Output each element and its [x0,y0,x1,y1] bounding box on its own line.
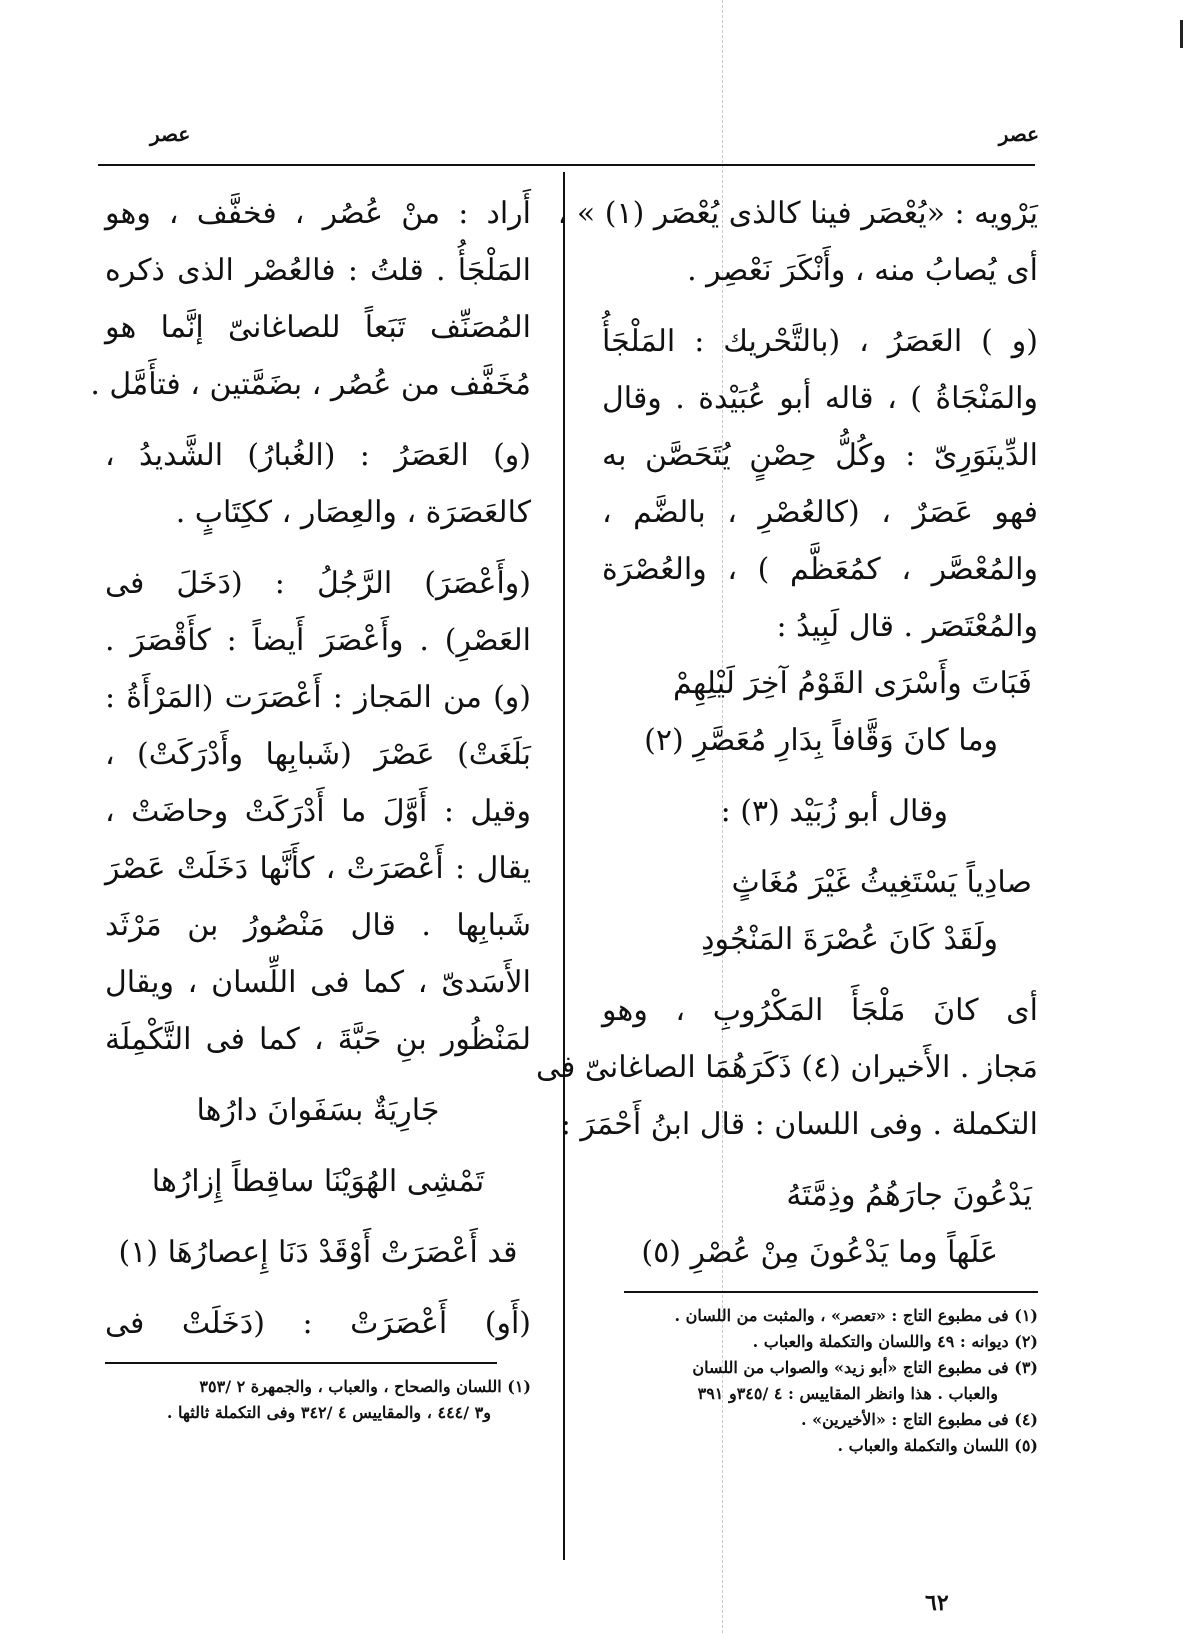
text-line: المُصَنِّف تَبَعاً للصاغانىّ إنَّما هو [105,310,531,345]
verse-line: عَلَهاً وما يَدْعُونَ مِنْ عُصْرِ (٥) [641,1235,998,1270]
footnote: (٤) فى مطبوع التاج : «الأخيرين» . [800,1410,1038,1429]
text-line: المَلْجَأُ . قلتُ : فالعُصْر الذى ذكره [105,253,531,288]
text-line: يَرْويه : «يُعْصَر فينا كالذى يُعْصَر (١) » ، [557,196,1038,231]
footnote: والعباب . هذا وانظر المقاييس : ٤ /٣٤٥و ٣٩١ [697,1384,998,1403]
header-rule [98,164,1035,166]
running-head-left: عصر [150,122,191,146]
text-line: فهو عَصَرٌ ، (كالعُصْرِ ، بالضَّم ، [602,495,1038,530]
text-line: (و) من المَجاز : أَعْصَرَت (المَرْأَةُ : [105,680,531,715]
right-column [536,185,1038,1459]
text-line: والمَنْجَاةُ ) ، قاله أبو عُبَيْدة . وقال [602,381,1038,416]
verse-line: وما كانَ وَقَّافاً بِدَارِ مُعَصَّرِ (٢) [644,723,998,758]
text-line: كالعَصَرَة ، والعِصَار ، ككِتَابٍ . [175,495,531,530]
text-line: (و) العَصَرُ : (الغُبارُ) الشَّديدُ ، [105,438,531,473]
text-line: الدِّينَوَرِىّ : وكُلُّ حِصْنٍ يُتَحَصَّن به [602,438,1038,473]
footnote: و٣ /٤٤٤ ، والمقاييس ٤ /٣٤٢ وفى التكملة ثالثها . [166,1403,491,1422]
text-line: العَصْرِ) . وأَعْصَرَ أَيضاً : كأَقْصَرَ . [105,623,531,658]
text-line: أَراد : منْ عُصُر ، فخفَّف ، وهو [105,196,531,231]
text-line: التكملة . وفى اللسان : قال ابنُ أَحْمَرَ : [560,1107,1038,1142]
footnote: (١) فى مطبوع التاج : «تعصر» ، والمثبت من اللسان . [674,1306,1038,1325]
footnote-rule [624,1291,1038,1293]
footnote: (١) اللسان والصحاح ، والعباب ، والجمهرة ٢ /٣٥٣ [199,1377,531,1396]
verse-line: يَدْعُونَ جارَهُمُ وذِمَّتَهُ [786,1178,1032,1213]
text-line: أى كانَ مَلْجَأَ المَكْرُوبِ ، وهو [602,993,1038,1028]
verse-line: ولَقَدْ كَانَ عُصْرَةَ المَنْجُودِ [701,922,998,957]
running-head-right: عصر [998,122,1039,146]
text-line: وقيل : أَوَّلَ ما أَدْرَكَتْ وحاضَتْ ، [105,794,531,829]
verse-line: قد أَعْصَرَتْ أَوْقَدْ دَنَا إِعصارُهَا (١) [118,1235,518,1270]
column-divider [563,172,565,1560]
footnote: (٣) فى مطبوع التاج «أبو زيد» والصواب من اللسان [692,1358,1038,1377]
page-number: ٦٢ [925,1590,949,1616]
footnote: (٢) ديوانه : ٤٩ واللسان والتكملة والعباب . [752,1332,1038,1351]
footnote: (٥) اللسان والتكملة والعباب . [837,1436,1038,1455]
verse-line: تَمْشِى الهُوَيْنَا ساقِطاً إِزارُها [151,1164,485,1199]
text-line: والمُعْصَّر ، كمُعَظَّم ) ، والعُصْرَة [602,552,1038,587]
verse-line: جَارِيَةٌ بسَفَوانَ دارُها [196,1093,440,1128]
verse-line: فَبَاتَ وأَسْرَى القَوْمُ آخِرَ لَيْلِهِمْ [673,666,1032,701]
scan-edge-mark [1180,20,1183,48]
text-line: مَجاز . الأَخيران (٤) ذَكَرَهُمَا الصاغانىّ فى [536,1050,1038,1085]
text-line: (و ) العَصَرُ ، (بالتَّحْريك : المَلْجَأُ [602,324,1038,359]
text-line: يقال : أَعْصَرَتْ ، كأَنَّها دَخَلَتْ عَصْرَ [105,851,531,886]
footnote-rule [105,1362,497,1364]
verse-line: صادِياً يَسْتَغِيثُ غَيْرَ مُغَاثٍ [731,865,1032,900]
text-line: (وأَعْصَرَ) الرَّجُلُ : (دَخَلَ فى [105,566,531,601]
text-line: (أَو) أَعْصَرَتْ : (دَخَلَتْ فى [105,1306,531,1341]
text-line: أى يُصابُ منه ، وأَنْكَرَ نَعْصِر . [687,253,1038,288]
text-line: لمَنْظُور بنِ حَبَّةَ ، كما فى التَّكْمِلَة [105,1022,531,1057]
text-line: وقال أبو زُبَيْد (٣) : [720,794,948,829]
text-line: مُخَفَّف من عُصُر ، بضَمَّتين ، فتأَمَّل . [90,367,531,402]
text-line: بَلَغَتْ) عَصْرَ (شَبابِها وأَدْرَكَتْ) ، [105,737,531,772]
left-column [90,185,531,1426]
text-line: والمُعْتَصَر . قال لَبِيدُ : [776,609,1038,644]
text-line: شَبابِها . قال مَنْصُورُ بن مَرْثَد [105,908,531,943]
text-line: الأَسَدىّ ، كما فى اللِّسان ، ويقال [105,965,531,1000]
